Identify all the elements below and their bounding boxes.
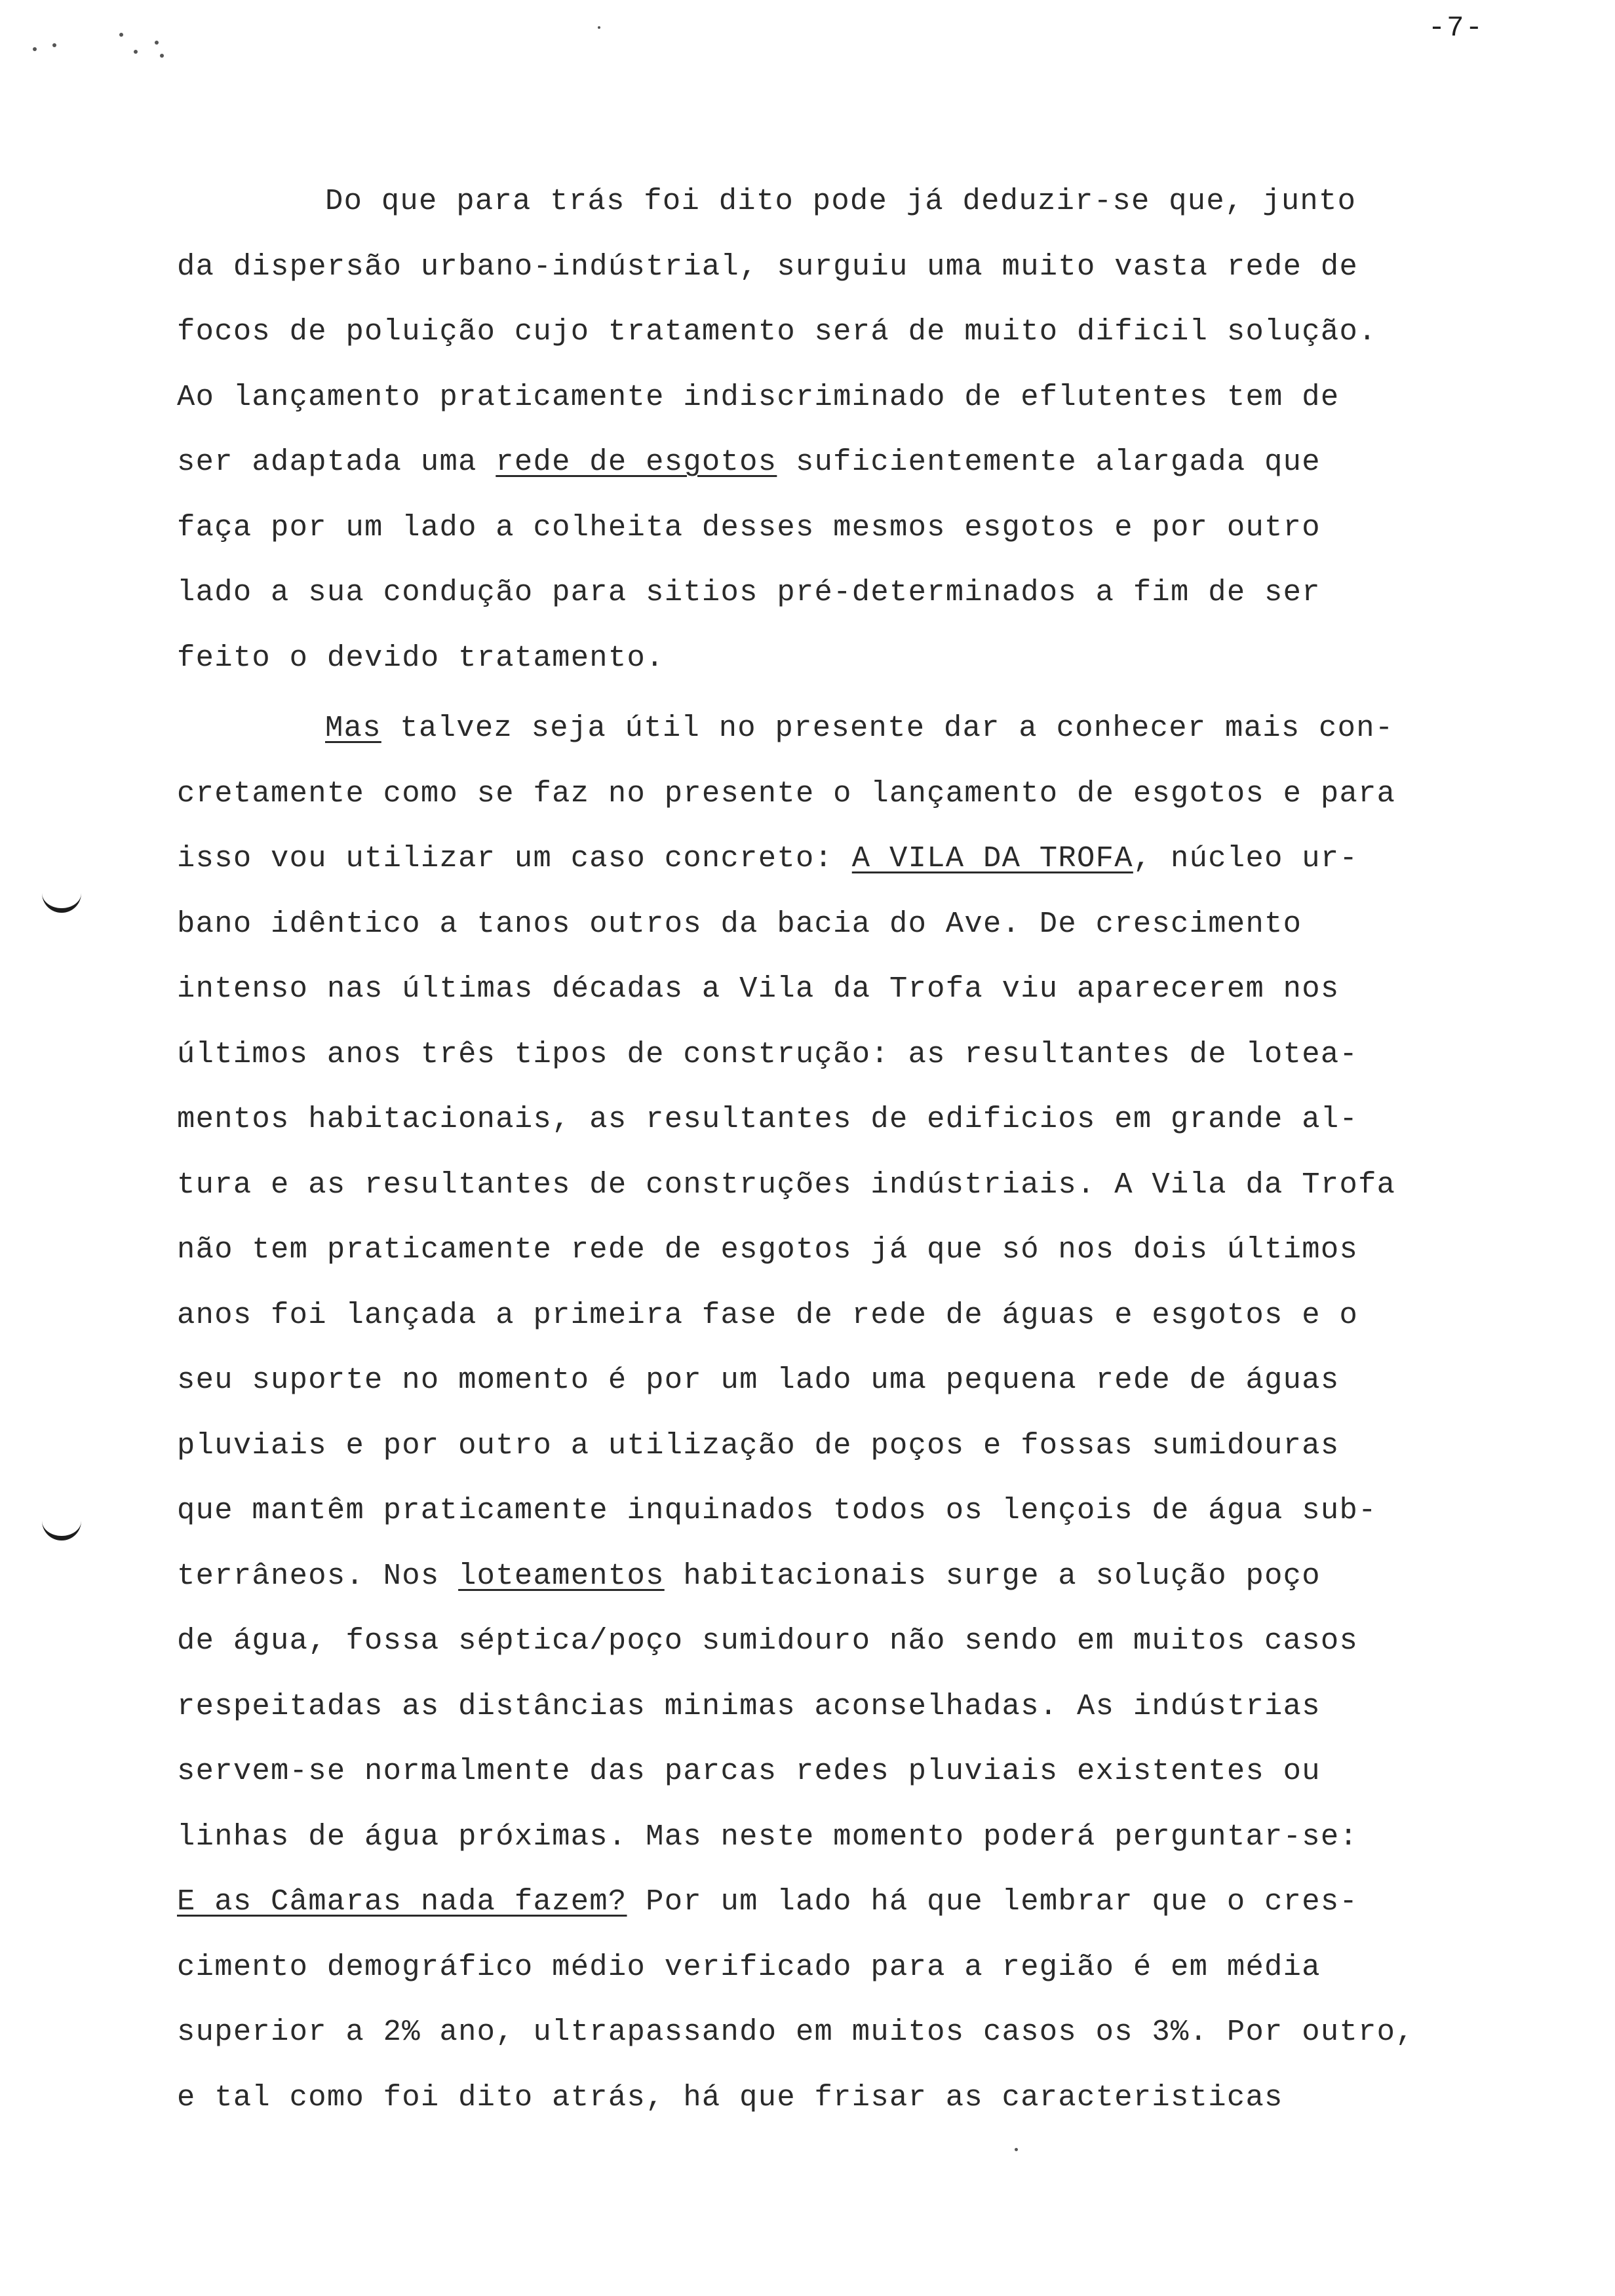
text-segment: isso vou utilizar um caso concreto:: [177, 841, 852, 875]
text-segment: Por um lado há que lembrar que o cres-: [627, 1885, 1359, 1919]
scan-speck: [598, 26, 600, 29]
text-line: [177, 299, 1501, 365]
body-text: [177, 169, 1501, 2130]
text-line: [177, 1217, 1501, 1283]
text-segment: feito o devido tratamento.: [177, 640, 665, 675]
text-line: [177, 1674, 1501, 1740]
text-segment: habitacionais surge a solução poço: [664, 1558, 1321, 1593]
text-line: [177, 892, 1501, 957]
text-segment: respeitadas as distâncias minimas aconselhadas. As indústrias: [177, 1689, 1321, 1723]
scan-speck: [155, 41, 159, 45]
text-segment: mentos habitacionais, as resultantes de edificios em grande al-: [177, 1102, 1359, 1136]
text-segment: focos de poluição cujo tratamento será de muito dificil solução.: [177, 315, 1377, 349]
text-line: [177, 1348, 1501, 1413]
text-segment: da dispersão urbano-indústrial, surguiu uma muito vasta rede de: [177, 249, 1359, 284]
margin-mark: [42, 891, 81, 913]
text-segment: cretamente como se faz no presente o lançamento de esgotos e para: [177, 776, 1396, 811]
text-segment: talvez seja útil no presente dar a conhecer mais con-: [381, 711, 1394, 745]
text-line: [177, 1805, 1501, 1870]
text-line: [177, 1544, 1501, 1609]
text-segment: Do que para trás foi dito pode já deduzir-se que, junto: [325, 184, 1357, 218]
text-segment: que mantêm praticamente inquinados todos os lençois de água sub-: [177, 1493, 1377, 1527]
text-segment: seu suporte no momento é por um lado uma pequena rede de águas: [177, 1363, 1340, 1397]
text-line: [177, 1478, 1501, 1544]
text-line: [177, 1739, 1501, 1805]
text-segment: , núcleo ur-: [1133, 841, 1359, 875]
underlined-phrase: rede de esgotos: [496, 445, 777, 479]
scan-speck: [160, 54, 164, 58]
text-line: [177, 1935, 1501, 2000]
text-line: [177, 235, 1501, 300]
text-line: [177, 1869, 1501, 1935]
text-segment: Ao lançamento praticamente indiscriminado de eflutentes tem de: [177, 379, 1340, 414]
text-segment: não tem praticamente rede de esgotos já que só nos dois últimos: [177, 1233, 1359, 1267]
text-segment: linhas de água próximas. Mas neste momento poderá perguntar-se:: [177, 1819, 1359, 1854]
text-line: [177, 1087, 1501, 1153]
text-line: [177, 1413, 1501, 1479]
underlined-phrase: loteamentos: [458, 1558, 665, 1593]
text-line: [177, 2065, 1501, 2131]
text-segment: últimos anos três tipos de construção: as resultantes de lotea-: [177, 1037, 1359, 1071]
text-segment: anos foi lançada a primeira fase de rede de águas e esgotos e o: [177, 1297, 1359, 1332]
underlined-phrase: Mas: [325, 711, 381, 745]
text-line: [177, 1283, 1501, 1349]
scan-speck: [119, 33, 123, 37]
scan-speck: [33, 47, 37, 51]
text-line: [177, 957, 1501, 1022]
underlined-phrase: A VILA DA TROFA: [851, 841, 1133, 875]
text-segment: ser adaptada uma: [177, 445, 496, 479]
scan-speck: [134, 50, 138, 54]
text-segment: tura e as resultantes de construções indústriais. A Vila da Trofa: [177, 1167, 1396, 1202]
text-line: [177, 495, 1501, 561]
text-line: [177, 560, 1501, 626]
text-segment: e tal como foi dito atrás, há que frisar as caracteristicas: [177, 2080, 1283, 2114]
text-segment: terrâneos. Nos: [177, 1558, 459, 1593]
text-segment: faça por um lado a colheita desses mesmos esgotos e por outro: [177, 510, 1321, 545]
text-segment: superior a 2% ano, ultrapassando em muitos casos os 3%. Por outro,: [177, 2015, 1414, 2049]
text-line: [177, 626, 1501, 691]
text-line: [177, 826, 1501, 892]
text-segment: lado a sua condução para sitios pré-determinados a fim de ser: [177, 575, 1321, 609]
paragraph-2: [177, 696, 1501, 2130]
text-line: [177, 761, 1501, 827]
text-line: [177, 430, 1501, 495]
text-segment: servem-se normalmente das parcas redes pluviais existentes ou: [177, 1754, 1321, 1788]
text-segment: pluviais e por outro a utilização de poços e fossas sumidouras: [177, 1428, 1340, 1463]
text-segment: cimento demográfico médio verificado para a região é em média: [177, 1949, 1321, 1984]
text-segment: de água, fossa séptica/poço sumidouro não sendo em muitos casos: [177, 1624, 1359, 1658]
text-line: [177, 1153, 1501, 1218]
text-segment: bano idêntico a tanos outros da bacia do Ave. De crescimento: [177, 906, 1302, 941]
page-number: -7-: [1428, 12, 1484, 45]
text-line: [177, 2000, 1501, 2065]
scan-speck: [1015, 2148, 1018, 2151]
scan-speck: [52, 43, 56, 47]
underlined-phrase: E as Câmaras nada fazem?: [177, 1885, 627, 1919]
text-segment: suficientemente alargada que: [777, 445, 1321, 479]
text-line: [177, 365, 1501, 430]
margin-mark: [42, 1519, 81, 1540]
text-line: [177, 1022, 1501, 1088]
text-line: [177, 696, 1501, 761]
text-line: [177, 169, 1501, 235]
paragraph-1: [177, 169, 1501, 691]
text-segment: intenso nas últimas décadas a Vila da Trofa viu aparecerem nos: [177, 972, 1340, 1006]
text-line: [177, 1609, 1501, 1674]
